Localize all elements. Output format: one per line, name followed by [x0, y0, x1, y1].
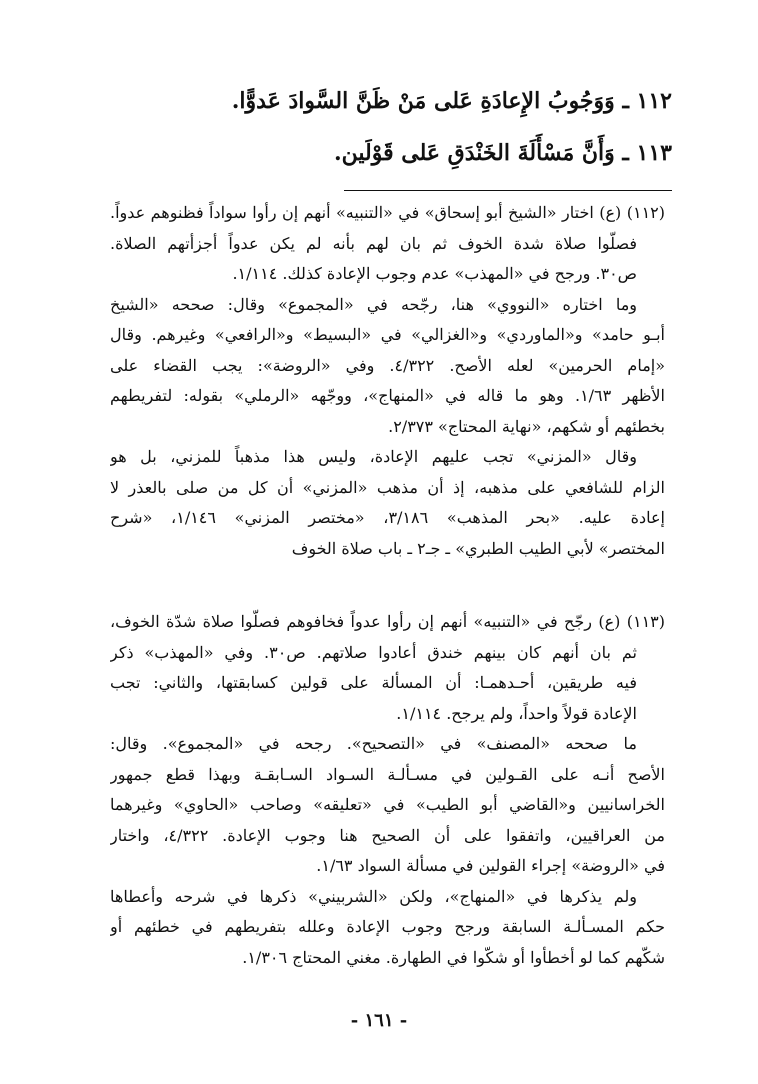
footnote-line: الإعادة قولاً واحداً، ولم يرجح. ١/١١٤.	[396, 703, 637, 723]
footnote-line: ما صححه «المصنف» في «التصحيح». رجحه في «المجموع». وقال:	[110, 734, 637, 753]
footnote-line: أبـو حامد» و«الماوردي» و«الغزالي» في «البسيط» و«الرافعي» وغيرهم. وقال	[110, 325, 665, 344]
footnote-112	[110, 198, 665, 564]
footnote-line: بخطئهم أو شكهم، «نهاية المحتاج» ٢/٣٧٣.	[388, 416, 665, 436]
footnote-line: الأظهر ١/٦٣. وهو ما قاله في «المنهاج»، ووجّهه «الرملي» بقوله: لتفريطهم	[110, 386, 665, 405]
footnote-separator	[344, 190, 672, 191]
footnote-line: الزام للشافعي على مذهبه، إذ أن مذهب «المزني» أن كل من صلى بالعذر لا	[110, 477, 665, 497]
footnote-line: ولم يذكرها في «المنهاج»، ولكن «الشربيني» ذكرها في شرحه وأعطاها	[110, 886, 637, 906]
matn-line-113: ١١٣ ـ وَأَنَّ مَسْأَلَةَ الخَنْدَقِ عَلى قَوْلَين.	[333, 140, 672, 166]
footnote-line: وما اختاره «النووي» هنا، رجّحه في «المجموع» وقال: صححه «الشيخ	[110, 294, 637, 314]
footnote-line: فيه طريقين، أحـدهمـا: أن المسألة على قولين كسابقتها، والثاني: تجب	[110, 673, 637, 692]
footnote-line: فصلّوا صلاة شدة الخوف ثم بان لهم بأنه لم يكن عدواً أجزأتهم الصلاة.	[110, 233, 637, 253]
footnote-line: في «الروضة» إجراء القولين في مسألة السواد ١/٦٣.	[316, 856, 665, 875]
footnote-line: من العراقيين، واتفقوا على أن الصحيح هنا وجوب الإعادة. ٤/٣٢٢، واختار	[110, 825, 665, 845]
matn-line-112: ١١٢ ـ وَوَجُوبُ الإِعادَةِ عَلى مَنْ ظَنَّ السَّوادَ عَدوًّا.	[231, 88, 672, 114]
page-number: - ١٦١ -	[350, 1010, 408, 1031]
footnote-line: إعادة عليه. «بحر المذهب» ٣/١٨٦، «مختصر المزني» ١/١٤٦، «شرح	[110, 508, 665, 527]
footnote-line: (١١٢) (ع) اختار «الشيخ أبو إسحاق» في «التنبيه» أنهم إن رأوا سواداً فظنوهم عدواً.	[110, 203, 665, 222]
footnote-113	[110, 607, 665, 973]
footnote-line: «إمام الحرمين» لعله الأصح. ٤/٣٢٢. وفي «الروضة»: يجب القضاء على	[110, 355, 665, 375]
footnote-line: ص٣٠. ورجح في «المهذب» عدم وجوب الإعادة كذلك. ١/١١٤.	[232, 264, 637, 283]
footnote-line: شكّهم كما لو أخطأوا أو شكّوا في الطهارة. مغني المحتاج ١/٣٠٦.	[242, 947, 665, 967]
footnote-line: ثم بان أنهم كان بينهم خندق أعادوا صلاتهم. ص٣٠. وفي «المهذب» ذكر	[110, 642, 638, 662]
footnote-line: الأصح أنـه على القـولين في مسـألـة السـواد السـابقـة وبهذا قطع جمهور	[110, 764, 665, 784]
footnote-line: المختصر» لأبي الطيب الطبري» ـ جـ٢ ـ باب صلاة الخوف	[291, 538, 665, 558]
footnote-line: وقال «المزني» تجب عليهم الإعادة، وليس هذا مذهباً للمزني، بل هو	[110, 447, 637, 466]
footnote-line: (١١٣) (ع) رجّح في «التنبيه» أنهم إن رأوا عدواً فخافوهم فصلّوا صلاة شدّة الخوف،	[110, 612, 665, 631]
footnote-line: الخراسانيين و«القاضي أبو الطيب» في «تعليقه» وصاحب «الحاوي» وغيرهما	[110, 795, 665, 814]
footnote-line: حكم المسـألـة السابقة ورجح وجوب الإعادة وعلله بتفريطهم في خطئهم أو	[110, 917, 665, 936]
